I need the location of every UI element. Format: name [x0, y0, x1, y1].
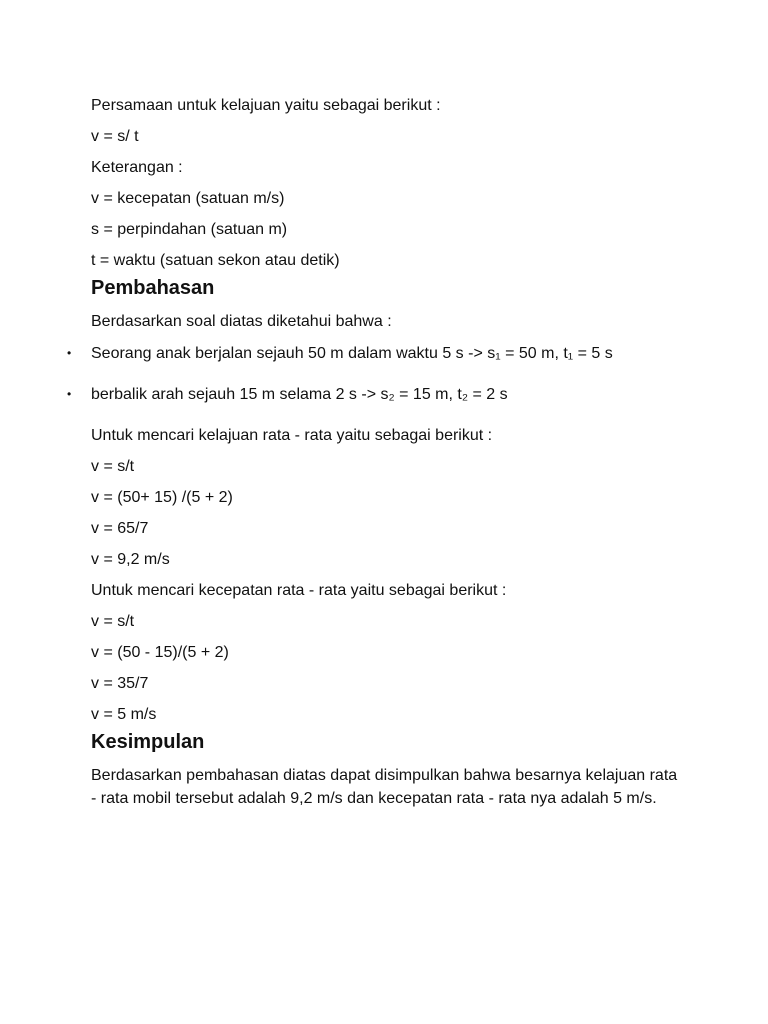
kelajuan-step: v = s/t	[91, 458, 135, 475]
kelajuan-step: v = (50+ 15) /(5 + 2)	[91, 489, 233, 506]
list-item-text: berbalik arah sejauh 15 m selama 2 s -> s₂ = 15 m, t₂ = 2 s	[91, 386, 508, 403]
kelajuan-step: v = 65/7	[91, 520, 149, 537]
kecepatan-step: v = s/t	[91, 613, 135, 630]
kecepatan-lead: Untuk mencari kecepatan rata - rata yaitu sebagai berikut :	[91, 582, 507, 599]
given-list	[67, 342, 691, 406]
list-item-text: Seorang anak berjalan sejauh 50 m dalam waktu 5 s -> s₁ = 50 m, t₁ = 5 s	[91, 345, 613, 362]
keterangan-label: Keterangan :	[91, 159, 183, 176]
kelajuan-result: v = 9,2 m/s	[91, 551, 170, 568]
bullet-icon: •	[67, 387, 72, 401]
kesimpulan-paragraph: Berdasarkan pembahasan diatas dapat disimpulkan bahwa besarnya kelajuan rata - rata mobil tersebut adalah 9,2 m/s dan kecepatan rata - rata nya adalah 5 m/s.	[91, 767, 678, 807]
legend-item-v: v = kecepatan (satuan m/s)	[91, 190, 285, 207]
intro-line: Persamaan untuk kelajuan yaitu sebagai berikut :	[91, 97, 441, 114]
list-item	[67, 342, 691, 365]
legend-item-t: t = waktu (satuan sekon atau detik)	[91, 252, 340, 269]
pembahasan-lead: Berdasarkan soal diatas diketahui bahwa :	[91, 313, 392, 330]
kecepatan-result: v = 5 m/s	[91, 706, 157, 723]
document-content	[67, 94, 691, 810]
bullet-icon: •	[67, 346, 72, 360]
kecepatan-step: v = (50 - 15)/(5 + 2)	[91, 644, 229, 661]
kelajuan-lead: Untuk mencari kelajuan rata - rata yaitu sebagai berikut :	[91, 427, 493, 444]
kecepatan-step: v = 35/7	[91, 675, 149, 692]
kesimpulan-heading: Kesimpulan	[91, 731, 205, 753]
pembahasan-heading: Pembahasan	[91, 277, 215, 299]
legend-item-s: s = perpindahan (satuan m)	[91, 221, 288, 238]
list-item	[67, 383, 691, 406]
speed-formula: v = s/ t	[91, 128, 139, 145]
